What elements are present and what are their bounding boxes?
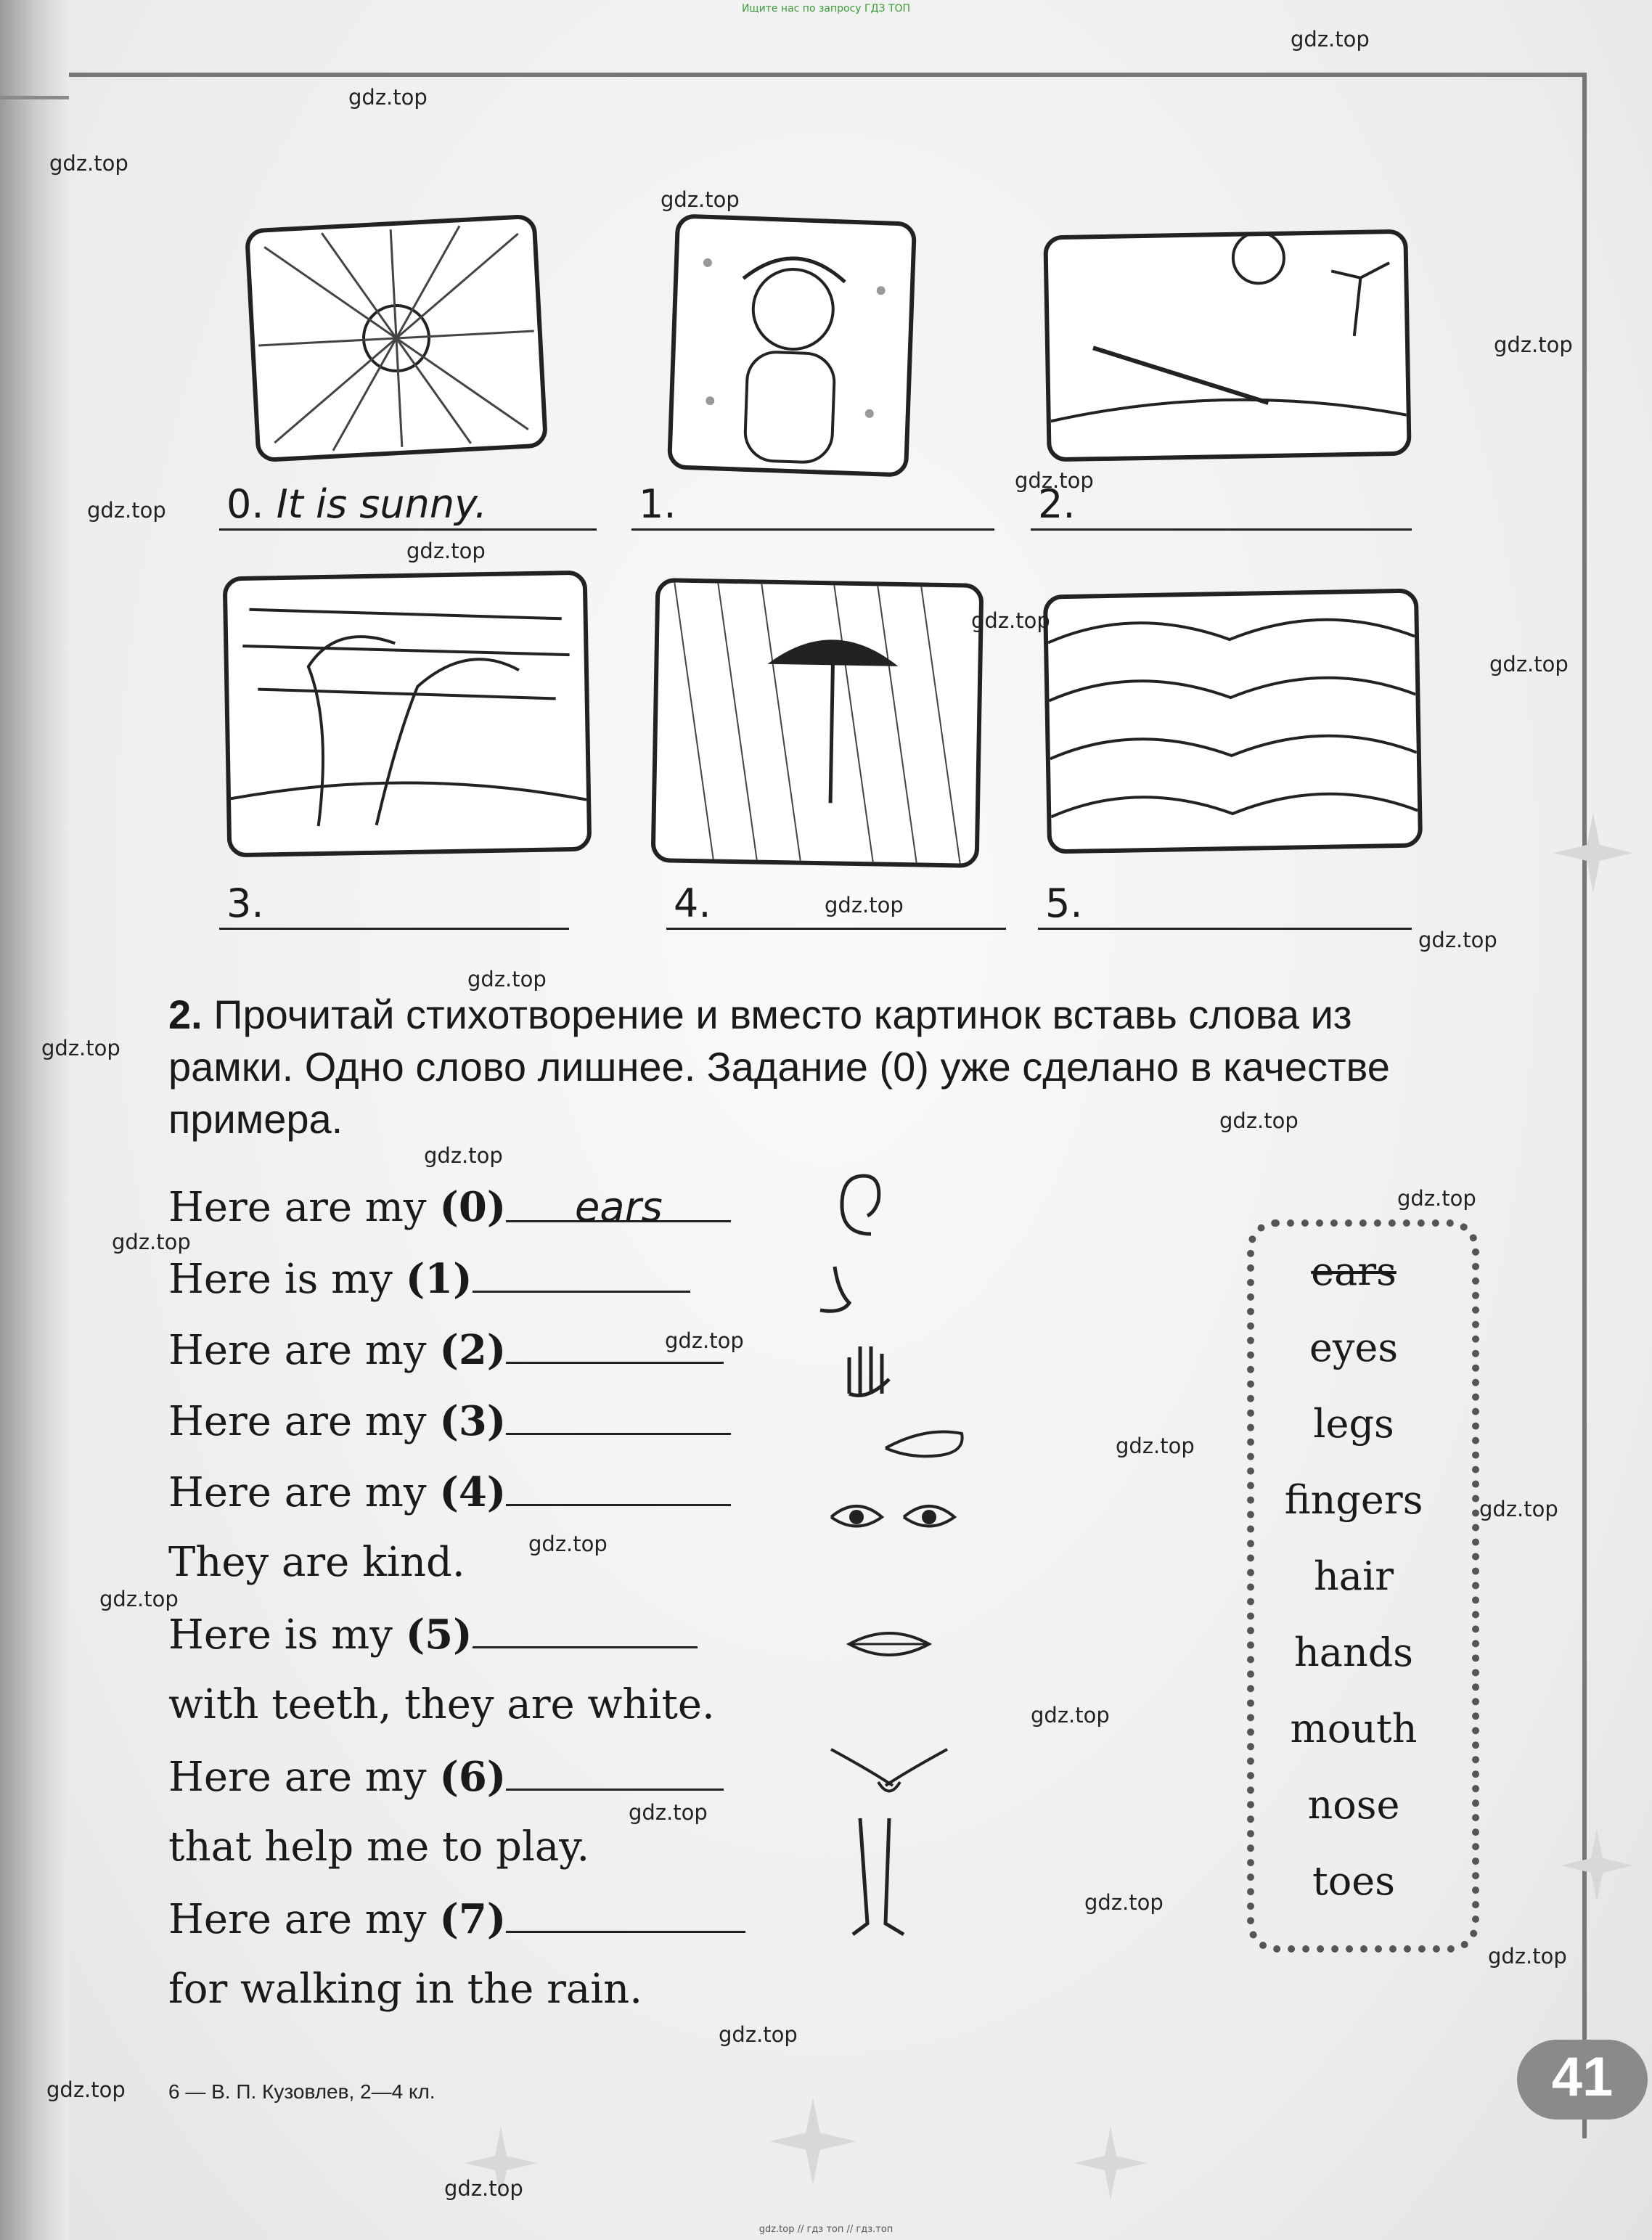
frame-edge [0, 96, 69, 99]
watermark: gdz.top [661, 187, 740, 212]
poem-line-3: Here are my (3) [168, 1397, 731, 1445]
sun-picture [245, 214, 548, 463]
answer-line-2[interactable]: 2. [1031, 485, 1412, 531]
cloud-picture [1043, 589, 1423, 854]
word-hands: hands [1293, 1630, 1414, 1675]
watermark: gdz.top [1015, 468, 1094, 493]
clasped-hands-icon [827, 1742, 951, 1815]
foot-icon [882, 1419, 969, 1463]
book-spine [0, 0, 69, 2240]
answer-line-3[interactable]: 3. [219, 884, 569, 930]
watermark: gdz.top [1084, 1890, 1164, 1915]
watermark: gdz.top [528, 1532, 608, 1556]
star-icon [1074, 2127, 1147, 2199]
watermark: gdz.top [46, 2077, 126, 2102]
watermark: gdz.top [719, 2022, 798, 2047]
watermark: gdz.top [99, 1587, 179, 1611]
watermark: gdz.top [87, 498, 166, 523]
page-number: 41 [1551, 2046, 1614, 2108]
word-toes: toes [1312, 1858, 1395, 1904]
word-ears: ears [1311, 1248, 1397, 1294]
watermark: gdz.top [112, 1230, 191, 1254]
word-legs: legs [1313, 1401, 1394, 1447]
task-2-instruction: 2. Прочитай стихотворение и вместо картинок вставь слова из рамки. Одно слово лишнее. Задание (0) уже сделано в качестве примера. [168, 992, 1390, 1142]
watermark: gdz.top [348, 85, 428, 110]
word-hair: hair [1313, 1553, 1394, 1599]
answer-line-1[interactable]: 1. [631, 485, 994, 531]
answer-line-4[interactable]: 4. [666, 884, 1006, 930]
watermark: gdz.top [1116, 1434, 1195, 1458]
watermark: gdz.top [41, 1036, 120, 1060]
poem-line-9: that help me to play. [168, 1823, 590, 1871]
poem-line-5: They are kind. [168, 1539, 465, 1586]
footer-note: gdz.top // гдз топ // гдз.топ [758, 2224, 894, 2235]
watermark: gdz.top [467, 967, 547, 992]
snow-girl-picture [667, 213, 917, 477]
wind-picture [223, 571, 592, 858]
poem-line-8: Here are my (6) [168, 1752, 724, 1801]
poem-line-1: Here is my (1) [168, 1254, 690, 1303]
watermark: gdz.top [665, 1328, 744, 1353]
watermark: gdz.top [1031, 1703, 1110, 1728]
answer-line-0[interactable]: 0. It is sunny. [219, 485, 597, 531]
legs-icon [846, 1815, 911, 1938]
answer-line-5[interactable]: 5. [1038, 884, 1412, 930]
watermark: gdz.top [1494, 332, 1573, 357]
star-icon [769, 2098, 856, 2185]
poem-line-4: Here are my (4) [168, 1468, 731, 1516]
star-icon [1561, 1829, 1633, 1902]
watermark: gdz.top [1489, 652, 1569, 677]
watermark: gdz.top [444, 2176, 523, 2201]
word-nose: nose [1307, 1782, 1400, 1828]
watermark: gdz.top [971, 608, 1050, 633]
nose-icon [798, 1263, 864, 1321]
word-mouth: mouth [1290, 1706, 1418, 1751]
poem-line-7: with teeth, they are white. [168, 1681, 715, 1728]
word-fingers: fingers [1284, 1477, 1423, 1523]
poem-line-11: for walking in the rain. [168, 1966, 643, 2013]
rain-picture [651, 578, 984, 868]
watermark: gdz.top [406, 539, 486, 563]
watermark: gdz.top [49, 151, 128, 176]
ear-icon [835, 1169, 886, 1241]
watermark: gdz.top [1488, 1944, 1567, 1969]
poem-line-0: Here are my (0) ears [168, 1183, 731, 1231]
header-note: Ищите нас по запросу ГДЗ ТОП [741, 3, 911, 15]
poem-line-2: Here are my (2) [168, 1325, 724, 1374]
watermark: gdz.top [1397, 1186, 1476, 1211]
watermark: gdz.top [1479, 1497, 1558, 1521]
watermark: gdz.top [1291, 27, 1370, 52]
hand-icon [835, 1336, 900, 1401]
watermark: gdz.top [825, 893, 904, 917]
word-eyes: eyes [1309, 1325, 1399, 1370]
poem-line-6: Here is my (5) [168, 1610, 698, 1659]
poem-line-10: Here are my (7) [168, 1894, 745, 1943]
watermark: gdz.top [629, 1800, 708, 1825]
beach-picture [1043, 229, 1411, 462]
star-icon [1553, 813, 1633, 893]
mouth-icon [846, 1622, 933, 1666]
watermark: gdz.top [1418, 928, 1497, 952]
watermark: gdz.top [1219, 1108, 1299, 1133]
eyes-icon [827, 1492, 958, 1542]
watermark: gdz.top [424, 1143, 503, 1168]
source-footer: 6 — В. П. Кузовлев, 2—4 кл. [168, 2080, 436, 2103]
